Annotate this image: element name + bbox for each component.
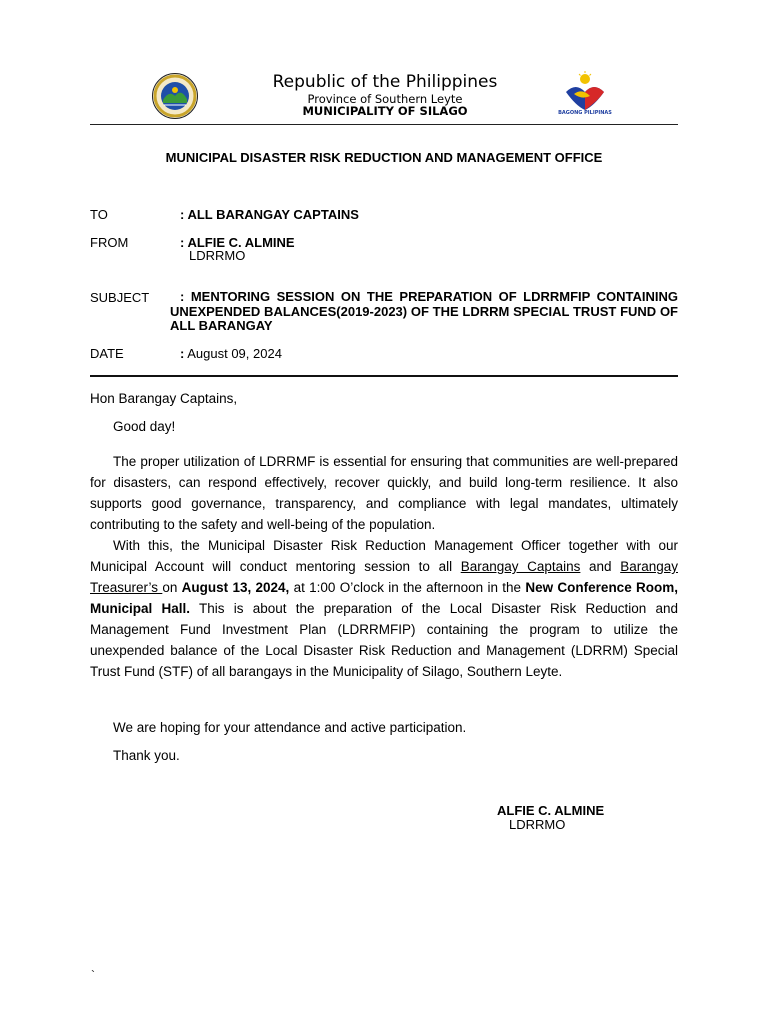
to-label: TO xyxy=(90,207,108,222)
footer-mark: ` xyxy=(91,968,95,982)
salutation: Hon Barangay Captains, xyxy=(90,391,238,406)
date-colon: : xyxy=(180,346,185,361)
paragraph-2 xyxy=(90,535,678,682)
date-text: August 09, 2024 xyxy=(184,346,282,361)
from-title: LDRRMO xyxy=(189,248,246,263)
header-divider xyxy=(90,124,678,125)
paragraph-3 xyxy=(90,717,678,738)
municipality-heading: MUNICIPALITY OF SILAGO xyxy=(302,104,468,118)
to-value: : ALL BARANGAY CAPTAINS xyxy=(180,207,359,222)
from-label: FROM xyxy=(90,235,129,250)
closing-text: Thank you. xyxy=(113,748,180,763)
municipal-seal-logo xyxy=(146,72,204,120)
session-venue: New Conference Room, Municipal Hall. xyxy=(90,580,678,616)
bagong-pilipinas-logo xyxy=(552,70,618,120)
paragraph-2-text-e: This is about the preparation of the Local Disaster Risk Reduction and Management Fund Investment Plan (LDRRMFIP) containing the program to utilize the unexpended balance of the Local Disaster Risk Reduction and Management (LDRRM) Special Trust Fund (STF) of all barangays in the Municipality of Silago, Southern Leyte. xyxy=(90,601,678,679)
paragraph-2-text-b: and xyxy=(580,559,621,574)
closing xyxy=(90,745,678,766)
bagong-pilipinas-label: BAGONG PILIPINAS xyxy=(558,110,612,116)
barangay-captains-underlined: Barangay Captains xyxy=(460,559,581,574)
session-date: August 13, 2024, xyxy=(181,580,290,595)
office-title: MUNICIPAL DISASTER RISK REDUCTION AND MANAGEMENT OFFICE xyxy=(165,150,603,165)
date-value xyxy=(180,346,282,361)
subject-value xyxy=(170,290,678,334)
paragraph-3-text: We are hoping for your attendance and active participation. xyxy=(113,720,467,735)
subject-text: : MENTORING SESSION ON THE PREPARATION OF LDRRMFIP CONTAINING UNEXPENDED BALANCES(2019-2023) OF THE LDRRM SPECIAL TRUST FUND OF ALL BARANGAY xyxy=(170,289,678,333)
paragraph-2-text-d: at 1:00 O’clock in the afternoon in the xyxy=(289,580,526,595)
signatory-title: LDRRMO xyxy=(509,817,566,832)
greeting xyxy=(90,416,678,437)
province-heading: Province of Southern Leyte xyxy=(307,92,463,106)
subject-label: SUBJECT xyxy=(90,290,150,305)
paragraph-2-text-a: With this, the Municipal Disaster Risk Reduction Management Officer together with our Municipal Account will conduct mentoring session to all xyxy=(90,538,678,574)
greeting-text: Good day! xyxy=(113,419,176,434)
paragraph-1 xyxy=(90,451,678,535)
paragraph-1-text: The proper utilization of LDRRMF is essential for ensuring that communities are well-prepared for disasters, can respond effectively, recover quickly, and build long-term resilience. It also supports good governance, transparency, and compliance with legal mandates, ultimately contributing to the safety and well-being of the population. xyxy=(90,454,678,532)
date-label: DATE xyxy=(90,346,124,361)
signatory-name: ALFIE C. ALMINE xyxy=(497,803,605,818)
memo-divider xyxy=(90,375,678,377)
republic-heading: Republic of the Philippines xyxy=(272,72,498,92)
from-value: : ALFIE C. ALMINE xyxy=(180,235,295,250)
paragraph-2-text-c: on xyxy=(162,580,182,595)
barangay-treasurers-underlined: Barangay Treasurer’s xyxy=(90,559,678,595)
